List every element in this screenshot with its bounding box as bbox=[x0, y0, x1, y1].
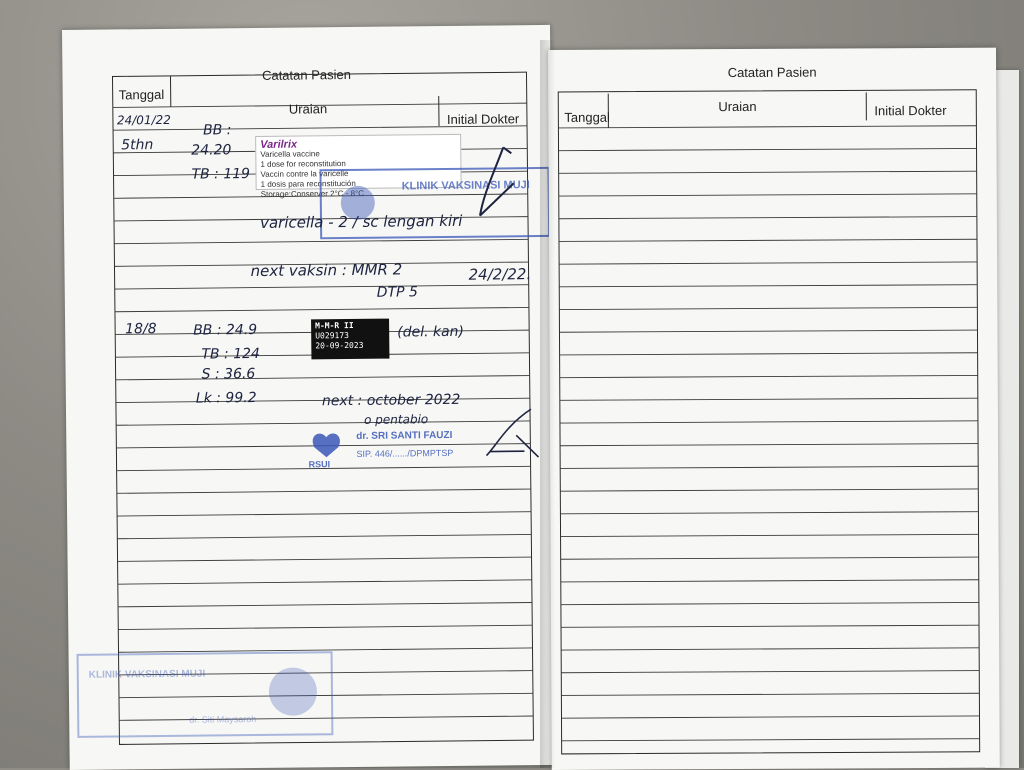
ruled-line bbox=[560, 466, 978, 468]
ruled-line bbox=[561, 580, 979, 582]
ruled-line bbox=[118, 557, 532, 561]
right-col-doctor: Initial Dokter bbox=[874, 103, 946, 118]
ruled-line bbox=[561, 716, 979, 718]
entry-next-vaccine-2: DTP 5 bbox=[377, 284, 418, 300]
entry-tb-1: TB : 119 bbox=[191, 166, 250, 183]
clinic-stamp-bottom-doctor: dr. Siti Maysaroh bbox=[189, 714, 256, 725]
signature-1 bbox=[473, 143, 520, 223]
left-page bbox=[62, 25, 558, 770]
right-page bbox=[548, 48, 1000, 770]
ruled-line bbox=[560, 512, 978, 514]
left-col-doctor: Initial Dokter bbox=[447, 111, 519, 127]
entry-date-2: 18/8 bbox=[125, 321, 157, 337]
ruled-line bbox=[561, 534, 979, 536]
clinic-stamp-bottom bbox=[77, 651, 334, 738]
ruled-line bbox=[115, 285, 529, 289]
ruled-line bbox=[561, 648, 979, 650]
varilrix-line5: Storage:Conserver 2°C - 8°C bbox=[261, 188, 457, 200]
right-col-date: Tanggal bbox=[564, 110, 610, 125]
ruled-line bbox=[118, 625, 532, 629]
entry-mmr-note: (del. kan) bbox=[397, 324, 464, 341]
entry-s-value: S : 36.6 bbox=[202, 366, 256, 383]
mmr-sticker bbox=[311, 319, 389, 360]
book-spine bbox=[540, 40, 562, 768]
left-col-description: Uraian bbox=[289, 101, 327, 116]
ruled-line bbox=[561, 625, 979, 627]
ruled-line bbox=[562, 739, 980, 741]
clinic-stamp-top-text: KLINIK VAKSINASI MUJI bbox=[402, 179, 530, 192]
ruled-line bbox=[559, 307, 977, 309]
varilrix-line2: 1 dose for reconstitution bbox=[260, 158, 456, 170]
ruled-line bbox=[559, 171, 977, 173]
entry-next-vaccine: next vaksin : MMR 2 bbox=[250, 260, 402, 280]
ruled-line bbox=[117, 512, 531, 516]
ruled-line bbox=[118, 580, 532, 584]
signature-2 bbox=[476, 405, 547, 466]
varilrix-line4: 1 dosis para reconstitución bbox=[261, 178, 457, 190]
varilrix-line1: Varicella vaccine bbox=[260, 148, 456, 160]
right-page-title: Catatan Pasien bbox=[548, 64, 996, 81]
ruled-line bbox=[560, 353, 978, 355]
ruled-line bbox=[116, 376, 530, 380]
rsui-text: RSUI bbox=[309, 459, 331, 469]
rsui-logo-icon bbox=[306, 425, 346, 459]
doctor-stamp-sip: SIP. 446/....../DPMPTSP bbox=[356, 448, 453, 459]
entry-next-2: next : october 2022 bbox=[322, 392, 461, 409]
entry-age: 5thn bbox=[121, 137, 153, 153]
varilrix-brand: Varilrix bbox=[260, 138, 456, 150]
clinic-stamp-bottom-text: KLINIK VAKSINASI MUJI bbox=[89, 669, 206, 681]
entry-date-1: 24/01/22 bbox=[117, 113, 171, 128]
left-page-title: Catatan Pasien bbox=[62, 65, 550, 85]
ruled-line bbox=[561, 693, 979, 695]
right-page-grid bbox=[548, 48, 1000, 770]
entry-next-2b: o pentabio bbox=[364, 412, 428, 427]
ruled-line bbox=[114, 239, 528, 243]
ruled-line bbox=[560, 398, 978, 400]
ruled-line bbox=[559, 285, 977, 287]
ruled-line bbox=[559, 262, 977, 264]
entry-lk-value: Lk : 99.2 bbox=[196, 390, 257, 407]
varilrix-line3: Vaccin contre la varicelle bbox=[260, 168, 456, 180]
mmr-lot: U029173 bbox=[315, 331, 385, 342]
right-col-description: Uraian bbox=[718, 99, 756, 114]
ruled-line bbox=[559, 330, 977, 332]
ruled-line bbox=[117, 489, 531, 493]
ruled-line bbox=[560, 421, 978, 423]
ruled-line bbox=[115, 307, 529, 311]
entry-bb-2: BB : 24.9 bbox=[193, 322, 257, 339]
mmr-exp: 20-09-2023 bbox=[315, 341, 385, 352]
ruled-line bbox=[118, 603, 532, 607]
ruled-line bbox=[560, 375, 978, 377]
ruled-line bbox=[559, 239, 977, 241]
ruled-line bbox=[559, 148, 977, 150]
entry-bb-value: 24.20 bbox=[191, 142, 231, 158]
entry-tb-2: TB : 124 bbox=[201, 346, 260, 363]
ruled-line bbox=[559, 217, 977, 219]
ruled-line bbox=[561, 557, 979, 559]
entry-bb-1: BB : bbox=[203, 122, 232, 138]
ruled-line bbox=[560, 444, 978, 446]
ruled-line bbox=[117, 534, 531, 538]
mmr-brand: M-M-R II bbox=[315, 321, 385, 332]
ruled-line bbox=[560, 489, 978, 491]
left-col-date: Tanggal bbox=[119, 87, 165, 102]
ruled-line bbox=[561, 671, 979, 673]
ruled-line bbox=[561, 602, 979, 604]
entry-next-date: 24/2/22. bbox=[468, 265, 531, 284]
ruled-line bbox=[558, 126, 976, 128]
doctor-stamp-name: dr. SRI SANTI FAUZI bbox=[356, 430, 452, 442]
clinic-bottom-logo-icon bbox=[265, 663, 322, 720]
ruled-line bbox=[559, 194, 977, 196]
entry-vaccine-note: varicella - 2 / sc lengan kiri bbox=[260, 212, 463, 232]
